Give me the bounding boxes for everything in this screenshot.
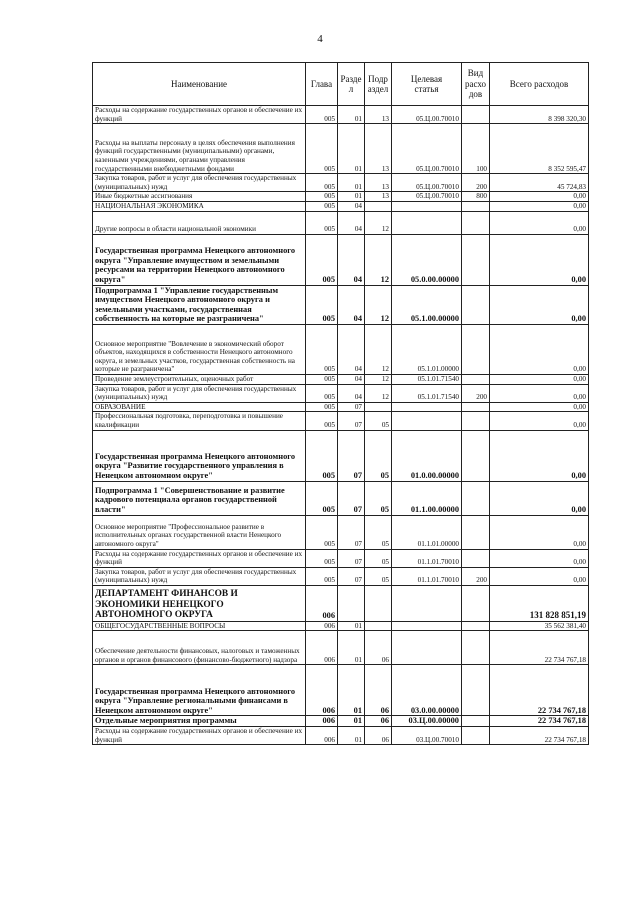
cell-name: Расходы на содержание государственных органов и обеспечение их функций — [93, 106, 306, 124]
cell-razdel: 01 — [338, 665, 365, 716]
cell-vid — [462, 201, 490, 211]
cell-podrazdel: 13 — [365, 106, 392, 124]
cell-statya: 01.1.01.70010 — [392, 567, 462, 585]
cell-vid — [462, 585, 490, 621]
cell-glava: 005 — [306, 384, 338, 402]
cell-razdel: 07 — [338, 402, 365, 412]
cell-total: 8 352 595,47 — [490, 124, 589, 174]
cell-glava: 006 — [306, 665, 338, 716]
cell-podrazdel: 05 — [365, 430, 392, 481]
table-row — [93, 481, 589, 515]
expense-table — [92, 62, 589, 745]
cell-statya: 03.Ц.00.00000 — [392, 716, 462, 727]
cell-name: Основное мероприятие "Вовлечение в экономический оборот объектов, находящихся в собственности Ненецкого автономного округа, и земельных участков, государственная собственность на которые не разграничена" — [93, 324, 306, 374]
table-row — [93, 727, 589, 745]
cell-vid — [462, 234, 490, 285]
cell-name: Иные бюджетные ассигнования — [93, 192, 306, 202]
cell-statya: 05.0.00.00000 — [392, 234, 462, 285]
cell-name: Другие вопросы в области национальной экономики — [93, 211, 306, 234]
cell-total: 35 562 381,40 — [490, 621, 589, 631]
table-row — [93, 192, 589, 202]
cell-podrazdel: 05 — [365, 412, 392, 430]
cell-name: Государственная программа Ненецкого автономного округа "Управление региональными финансами в Ненецком автономном округе" — [93, 665, 306, 716]
cell-total: 0,00 — [490, 374, 589, 384]
header-razdel: Разде л — [338, 63, 365, 106]
cell-glava: 005 — [306, 402, 338, 412]
cell-name: Подпрограмма 1 "Управление государственным имуществом Ненецкого автономного округа и земельными участками, государственная собственность на которые не разграничена" — [93, 285, 306, 324]
cell-podrazdel: 12 — [365, 324, 392, 374]
cell-razdel: 01 — [338, 192, 365, 202]
cell-razdel: 01 — [338, 124, 365, 174]
cell-glava: 006 — [306, 716, 338, 727]
cell-vid: 100 — [462, 124, 490, 174]
cell-razdel: 07 — [338, 515, 365, 549]
table-header — [93, 63, 589, 106]
cell-glava: 005 — [306, 201, 338, 211]
table-row — [93, 430, 589, 481]
cell-razdel: 04 — [338, 234, 365, 285]
cell-name: ОБЩЕГОСУДАРСТВЕННЫЕ ВОПРОСЫ — [93, 621, 306, 631]
cell-statya: 01.1.00.00000 — [392, 481, 462, 515]
cell-razdel: 04 — [338, 384, 365, 402]
cell-vid: 200 — [462, 384, 490, 402]
cell-total: 0,00 — [490, 430, 589, 481]
cell-statya: 05.Ц.00.70010 — [392, 106, 462, 124]
cell-vid: 800 — [462, 192, 490, 202]
cell-razdel: 01 — [338, 631, 365, 665]
cell-podrazdel — [365, 621, 392, 631]
cell-name: Расходы на выплаты персоналу в целях обеспечения выполнения функций государственными (муниципальными) органами, казенными учреждениями, органами управления государственными внебюджетными фондами — [93, 124, 306, 174]
table-row — [93, 549, 589, 567]
header-total: Всего расходов — [490, 63, 589, 106]
table-row — [93, 665, 589, 716]
cell-name: Расходы на содержание государственных органов и обеспечение их функций — [93, 727, 306, 745]
cell-vid — [462, 106, 490, 124]
cell-statya: 05.1.01.71540 — [392, 374, 462, 384]
cell-total: 0,00 — [490, 515, 589, 549]
cell-glava: 006 — [306, 631, 338, 665]
table-row — [93, 412, 589, 430]
cell-razdel: 01 — [338, 621, 365, 631]
cell-total: 0,00 — [490, 234, 589, 285]
cell-total: 0,00 — [490, 567, 589, 585]
cell-total: 8 398 320,30 — [490, 106, 589, 124]
cell-podrazdel: 12 — [365, 285, 392, 324]
cell-name: Закупка товаров, работ и услуг для обеспечения государственных (муниципальных) нужд — [93, 174, 306, 192]
cell-name: Основное мероприятие "Профессиональное развитие в исполнительных органах государственной власти Ненецкого автономного округа" — [93, 515, 306, 549]
cell-vid — [462, 211, 490, 234]
cell-statya: 05.1.00.00000 — [392, 285, 462, 324]
cell-podrazdel: 06 — [365, 716, 392, 727]
cell-name: Проведение землеустроительных, оценочных работ — [93, 374, 306, 384]
cell-glava: 005 — [306, 174, 338, 192]
cell-total: 0,00 — [490, 412, 589, 430]
cell-glava: 005 — [306, 430, 338, 481]
cell-podrazdel — [365, 585, 392, 621]
cell-razdel: 04 — [338, 201, 365, 211]
cell-razdel: 07 — [338, 430, 365, 481]
header-vid: Вид расхо дов — [462, 63, 490, 106]
cell-total: 0,00 — [490, 201, 589, 211]
cell-name: Профессиональная подготовка, переподготовка и повышение квалификации — [93, 412, 306, 430]
cell-vid: 200 — [462, 174, 490, 192]
cell-total: 131 828 851,19 — [490, 585, 589, 621]
table-row — [93, 631, 589, 665]
cell-statya: 05.1.01.71540 — [392, 384, 462, 402]
cell-total: 45 724,83 — [490, 174, 589, 192]
table-row — [93, 374, 589, 384]
cell-total: 0,00 — [490, 549, 589, 567]
cell-razdel: 01 — [338, 727, 365, 745]
cell-statya — [392, 621, 462, 631]
cell-statya: 05.Ц.00.70010 — [392, 192, 462, 202]
cell-vid — [462, 727, 490, 745]
cell-statya: 05.1.01.00000 — [392, 324, 462, 374]
header-podrazdel: Подр аздел — [365, 63, 392, 106]
cell-name: Подпрограмма 1 "Совершенствование и развитие кадрового потенциала органов государственной власти" — [93, 481, 306, 515]
cell-total: 0,00 — [490, 402, 589, 412]
cell-razdel: 04 — [338, 285, 365, 324]
table-row — [93, 201, 589, 211]
cell-vid: 200 — [462, 567, 490, 585]
cell-podrazdel: 13 — [365, 192, 392, 202]
cell-vid — [462, 430, 490, 481]
cell-total: 0,00 — [490, 481, 589, 515]
cell-podrazdel: 12 — [365, 384, 392, 402]
cell-vid — [462, 621, 490, 631]
cell-total: 0,00 — [490, 285, 589, 324]
cell-glava: 005 — [306, 412, 338, 430]
cell-razdel: 04 — [338, 324, 365, 374]
cell-razdel — [338, 585, 365, 621]
cell-name: ОБРАЗОВАНИЕ — [93, 402, 306, 412]
cell-podrazdel: 06 — [365, 727, 392, 745]
cell-total: 0,00 — [490, 211, 589, 234]
table-row — [93, 621, 589, 631]
cell-glava: 005 — [306, 324, 338, 374]
cell-name: Отдельные мероприятия программы — [93, 716, 306, 727]
cell-statya — [392, 631, 462, 665]
cell-name: НАЦИОНАЛЬНАЯ ЭКОНОМИКА — [93, 201, 306, 211]
cell-statya: 01.1.01.70010 — [392, 549, 462, 567]
cell-name: ДЕПАРТАМЕНТ ФИНАНСОВ И ЭКОНОМИКИ НЕНЕЦКОГО АВТОНОМНОГО ОКРУГА — [93, 585, 306, 621]
cell-podrazdel: 13 — [365, 174, 392, 192]
cell-total: 22 734 767,18 — [490, 665, 589, 716]
cell-name: Расходы на содержание государственных органов и обеспечение их функций — [93, 549, 306, 567]
cell-glava: 005 — [306, 515, 338, 549]
table-row — [93, 106, 589, 124]
cell-statya — [392, 402, 462, 412]
cell-razdel: 01 — [338, 716, 365, 727]
cell-glava: 006 — [306, 621, 338, 631]
cell-podrazdel — [365, 201, 392, 211]
cell-glava: 005 — [306, 211, 338, 234]
table-row — [93, 567, 589, 585]
cell-statya: 05.Ц.00.70010 — [392, 124, 462, 174]
cell-glava: 006 — [306, 727, 338, 745]
cell-total: 0,00 — [490, 192, 589, 202]
cell-statya — [392, 201, 462, 211]
cell-name: Закупка товаров, работ и услуг для обеспечения государственных (муниципальных) нужд — [93, 384, 306, 402]
table-row — [93, 211, 589, 234]
cell-razdel: 01 — [338, 174, 365, 192]
cell-glava: 005 — [306, 192, 338, 202]
cell-vid — [462, 515, 490, 549]
cell-razdel: 04 — [338, 374, 365, 384]
header-glava: Глава — [306, 63, 338, 106]
cell-podrazdel: 13 — [365, 124, 392, 174]
cell-statya: 01.1.01.00000 — [392, 515, 462, 549]
cell-vid — [462, 285, 490, 324]
table-row — [93, 124, 589, 174]
table-row — [93, 716, 589, 727]
cell-glava: 006 — [306, 585, 338, 621]
cell-podrazdel — [365, 402, 392, 412]
cell-podrazdel: 06 — [365, 631, 392, 665]
table-row — [93, 285, 589, 324]
table-row — [93, 384, 589, 402]
cell-vid — [462, 402, 490, 412]
cell-name: Обеспечение деятельности финансовых, налоговых и таможенных органов и органов финансового (финансово-бюджетного) надзора — [93, 631, 306, 665]
header-name: Наименование — [93, 63, 306, 106]
cell-glava: 005 — [306, 567, 338, 585]
cell-podrazdel: 05 — [365, 481, 392, 515]
cell-statya — [392, 211, 462, 234]
table-row — [93, 234, 589, 285]
cell-name: Государственная программа Ненецкого автономного округа "Управление имуществом и земельными ресурсами на территории Ненецкого автономного округа" — [93, 234, 306, 285]
cell-statya: 03.0.00.00000 — [392, 665, 462, 716]
page-number: 4 — [317, 33, 323, 45]
cell-total: 0,00 — [490, 324, 589, 374]
cell-total: 22 734 767,18 — [490, 727, 589, 745]
cell-razdel: 07 — [338, 549, 365, 567]
cell-podrazdel: 12 — [365, 234, 392, 285]
cell-glava: 005 — [306, 234, 338, 285]
cell-vid — [462, 665, 490, 716]
cell-statya — [392, 585, 462, 621]
cell-vid — [462, 374, 490, 384]
cell-vid — [462, 549, 490, 567]
cell-total: 22 734 767,18 — [490, 716, 589, 727]
cell-razdel: 07 — [338, 481, 365, 515]
cell-statya: 05.Ц.00.70010 — [392, 174, 462, 192]
cell-vid — [462, 412, 490, 430]
cell-glava: 005 — [306, 481, 338, 515]
cell-statya — [392, 412, 462, 430]
cell-razdel: 07 — [338, 412, 365, 430]
cell-razdel: 04 — [338, 211, 365, 234]
cell-podrazdel: 05 — [365, 567, 392, 585]
cell-glava: 005 — [306, 124, 338, 174]
cell-total: 0,00 — [490, 384, 589, 402]
header-statya: Целевая статья — [392, 63, 462, 106]
cell-name: Закупка товаров, работ и услуг для обеспечения государственных (муниципальных) нужд — [93, 567, 306, 585]
cell-statya: 03.Ц.00.70010 — [392, 727, 462, 745]
cell-name: Государственная программа Ненецкого автономного округа "Развитие государственного управления в Ненецком автономном округе" — [93, 430, 306, 481]
cell-vid — [462, 481, 490, 515]
cell-vid — [462, 324, 490, 374]
table-row — [93, 402, 589, 412]
cell-total: 22 734 767,18 — [490, 631, 589, 665]
cell-vid — [462, 716, 490, 727]
cell-glava: 005 — [306, 549, 338, 567]
table-row — [93, 585, 589, 621]
cell-vid — [462, 631, 490, 665]
cell-razdel: 07 — [338, 567, 365, 585]
table-row — [93, 324, 589, 374]
cell-glava: 005 — [306, 374, 338, 384]
cell-podrazdel: 05 — [365, 549, 392, 567]
cell-statya: 01.0.00.00000 — [392, 430, 462, 481]
cell-podrazdel: 05 — [365, 515, 392, 549]
cell-podrazdel: 12 — [365, 211, 392, 234]
cell-podrazdel: 12 — [365, 374, 392, 384]
cell-glava: 005 — [306, 106, 338, 124]
cell-razdel: 01 — [338, 106, 365, 124]
table-row — [93, 515, 589, 549]
table-row — [93, 174, 589, 192]
cell-podrazdel: 06 — [365, 665, 392, 716]
cell-glava: 005 — [306, 285, 338, 324]
